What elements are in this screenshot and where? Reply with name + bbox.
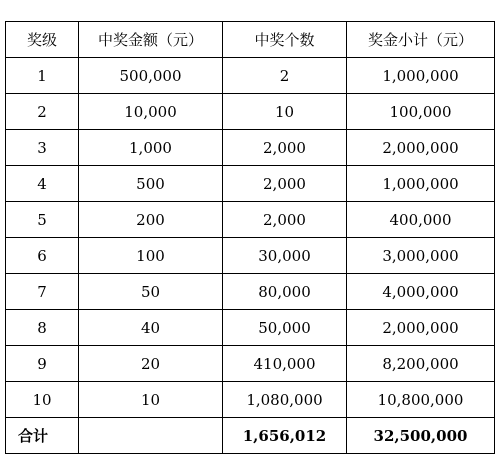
subtotal-cell: 1,000,000 [347, 166, 495, 202]
winner-count-cell: 10 [223, 94, 347, 130]
subtotal-cell: 2,000,000 [347, 310, 495, 346]
total-subtotal-cell: 32,500,000 [347, 418, 495, 454]
prize-level-cell: 7 [6, 274, 79, 310]
subtotal-cell: 3,000,000 [347, 238, 495, 274]
prize-amount-cell: 40 [79, 310, 223, 346]
winner-count-cell: 50,000 [223, 310, 347, 346]
header-prize-level: 奖级 [6, 22, 79, 58]
prize-amount-cell: 50 [79, 274, 223, 310]
table-row [6, 238, 495, 274]
table-row [6, 58, 495, 94]
table-row [6, 274, 495, 310]
prize-amount-cell: 10 [79, 382, 223, 418]
winner-count-cell: 410,000 [223, 346, 347, 382]
total-amount-cell [79, 418, 223, 454]
table-row [6, 166, 495, 202]
prize-level-cell: 3 [6, 130, 79, 166]
winner-count-cell: 80,000 [223, 274, 347, 310]
winner-count-cell: 30,000 [223, 238, 347, 274]
winner-count-cell: 2,000 [223, 130, 347, 166]
table-row [6, 130, 495, 166]
prize-level-cell: 1 [6, 58, 79, 94]
table-row [6, 202, 495, 238]
subtotal-cell: 4,000,000 [347, 274, 495, 310]
prize-amount-cell: 20 [79, 346, 223, 382]
subtotal-cell: 100,000 [347, 94, 495, 130]
table-row [6, 346, 495, 382]
prize-amount-cell: 1,000 [79, 130, 223, 166]
prize-level-cell: 4 [6, 166, 79, 202]
prize-amount-cell: 200 [79, 202, 223, 238]
winner-count-cell: 2,000 [223, 166, 347, 202]
winner-count-cell: 2 [223, 58, 347, 94]
header-winner-count: 中奖个数 [223, 22, 347, 58]
subtotal-cell: 1,000,000 [347, 58, 495, 94]
table-header-row [6, 22, 495, 58]
prize-level-cell: 10 [6, 382, 79, 418]
prize-table [5, 21, 495, 454]
winner-count-cell: 2,000 [223, 202, 347, 238]
total-row [6, 418, 495, 454]
prize-level-cell: 6 [6, 238, 79, 274]
table-row [6, 310, 495, 346]
subtotal-cell: 10,800,000 [347, 382, 495, 418]
total-count-cell: 1,656,012 [223, 418, 347, 454]
subtotal-cell: 400,000 [347, 202, 495, 238]
prize-amount-cell: 500,000 [79, 58, 223, 94]
prize-level-cell: 5 [6, 202, 79, 238]
winner-count-cell: 1,080,000 [223, 382, 347, 418]
header-prize-amount: 中奖金额（元） [79, 22, 223, 58]
header-subtotal: 奖金小计（元） [347, 22, 495, 58]
prize-level-cell: 2 [6, 94, 79, 130]
table-row [6, 382, 495, 418]
subtotal-cell: 2,000,000 [347, 130, 495, 166]
table-row [6, 94, 495, 130]
prize-amount-cell: 10,000 [79, 94, 223, 130]
prize-amount-cell: 100 [79, 238, 223, 274]
prize-amount-cell: 500 [79, 166, 223, 202]
prize-level-cell: 8 [6, 310, 79, 346]
subtotal-cell: 8,200,000 [347, 346, 495, 382]
total-label: 合计 [6, 418, 79, 454]
prize-level-cell: 9 [6, 346, 79, 382]
